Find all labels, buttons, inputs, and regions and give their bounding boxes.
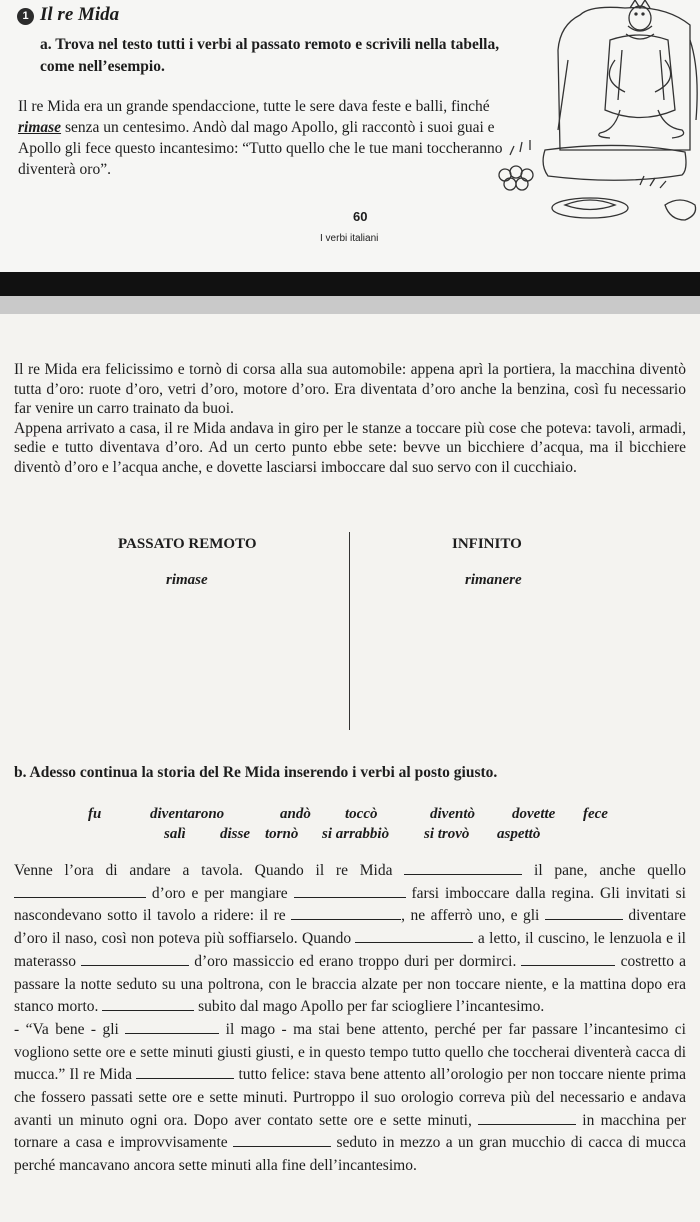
cloze-text: il pane, anche quello — [522, 862, 686, 879]
cloze-exercise — [14, 860, 686, 1178]
verb-option: diventò — [430, 806, 475, 822]
verb-option: fu — [88, 806, 102, 822]
cloze-text: il mago - ma stai bene attento, perché per far passare l’incantesimo ci vogliono sette ore e sette minuti giusti giusti, e in questo tempo tutto quello che toccherai diventerà cacca di mucca.” Il re Mida — [14, 1020, 686, 1084]
worksheet-page — [0, 314, 700, 1222]
answer-blank-3[interactable] — [294, 884, 406, 898]
verb-option: andò — [280, 806, 311, 822]
cloze-text: diventare d’oro il naso, così non poteva più soffiarselo. Quando — [14, 907, 686, 948]
verb-option: tornò — [265, 826, 299, 842]
cloze-paragraph-2 — [14, 1019, 686, 1178]
answer-blank-4[interactable] — [291, 906, 401, 920]
verb-option: salì — [164, 826, 186, 842]
cloze-text: tutto felice: stava bene attento all’orologio per non toccare niente prima che fossero passati sette ore e sette minuti. Purtroppo il suo orologio correva più del necessario e andava avanti un minuto ogni ora. Dopo aver contato sette ore e sette minuti, — [14, 1066, 686, 1129]
verb-option: diventarono — [150, 806, 225, 822]
verb-option: disse — [220, 826, 250, 842]
answer-blank-11[interactable] — [136, 1065, 234, 1079]
exercise-title: Il re Mida — [40, 4, 120, 25]
cloze-text: in macchina per tornare a casa e improvvisamente — [14, 1111, 686, 1152]
table-header-passato-remoto: PASSATO REMOTO — [118, 536, 257, 552]
verb-option: si arrabbiò — [322, 826, 390, 842]
table-example-past: rimase — [166, 572, 208, 588]
story-intro-text-1: Il re Mida era un grande spendaccione, tutte le sere dava feste e balli, finché — [18, 98, 490, 115]
verb-option: toccò — [345, 806, 378, 822]
answer-blank-5[interactable] — [545, 906, 623, 920]
cloze-text: d’oro e per mangiare — [146, 884, 294, 902]
answer-blank-10[interactable] — [125, 1020, 219, 1034]
instruction-a: a. Trova nel testo tutti i verbi al passato remoto e scrivili nella tabella, come nell’esempio. — [40, 36, 500, 75]
story-intro — [18, 96, 508, 180]
previous-page — [0, 0, 700, 272]
cloze-text: a letto, il cuscino, le lenzuola e il materasso — [14, 930, 686, 970]
verb-option: si trovò — [424, 826, 470, 842]
exercise-number-badge: 1 — [17, 8, 34, 25]
answer-blank-7[interactable] — [81, 952, 189, 966]
answer-blank-2[interactable] — [14, 884, 146, 898]
cloze-text: subito dal mago Apollo per far sciogliere l’incantesimo. — [194, 998, 545, 1016]
answer-blank-13[interactable] — [233, 1133, 331, 1147]
scan-separator-black — [0, 272, 700, 296]
cloze-text: Venne l’ora di andare a tavola. Quando il re Mida — [14, 862, 405, 879]
verb-option: dovette — [512, 806, 556, 822]
cloze-paragraph-1 — [14, 860, 686, 1019]
table-header-infinito: INFINITO — [452, 536, 522, 552]
verb-option: fece — [583, 806, 608, 822]
cloze-text: farsi imboccare dalla regina. Gli invitati si nascondevano sotto il tavolo a ridere: il re — [14, 884, 686, 925]
cloze-text: , ne afferrò uno, e gli — [401, 907, 545, 925]
story-continuation — [14, 360, 686, 478]
cloze-text: d’oro massiccio ed erano troppo duri per dormirci. — [189, 952, 522, 970]
story-intro-text-2: senza un centesimo. Andò dal mago Apollo, gli raccontò i suoi guai e Apollo gli fece questo incantesimo: “Tutto quello che le tue mani toccheranno diventerà oro”. — [18, 119, 503, 178]
table-divider — [349, 532, 350, 730]
cloze-text: - “Va bene - gli — [14, 1020, 126, 1038]
answer-blank-1[interactable] — [404, 861, 522, 875]
story-paragraph-2: Appena arrivato a casa, il re Mida andava in giro per le stanze a toccare più cose che poteva: tavoli, armadi, sedie e tutto diventava d’oro. Ad un certo punto ebbe sete: bevve un bicchiere d’acqua, ma il bicchiere diventò d’oro e l’acqua anche, e dovette lasciarsi imboccare dal suo servo con il cucchiaio. — [14, 419, 686, 476]
answer-blank-8[interactable] — [521, 952, 615, 966]
cloze-text: seduto in mezzo a un gran mucchio di cacca di mucca perché mancavano ancora sette minuti alla fine dell’incantesimo. — [14, 1134, 686, 1175]
page-footer: I verbi italiani — [320, 233, 379, 244]
page-number: 60 — [353, 209, 368, 224]
scan-separator-grey — [0, 296, 700, 314]
cloze-text: costretto a passare la notte seduto su una poltrona, con le braccia alzate per non toccare niente, e la mattina dopo era stanco morto. — [14, 952, 686, 1016]
answer-blank-12[interactable] — [478, 1111, 576, 1125]
instruction-b: b. Adesso continua la storia del Re Mida inserendo i verbi al posto giusto. — [14, 764, 498, 781]
example-underlined-verb: rimase — [18, 119, 62, 136]
verb-option: aspettò — [497, 826, 541, 842]
king-midas-illustration — [450, 0, 700, 240]
table-example-infinitive: rimanere — [465, 572, 522, 588]
answer-blank-6[interactable] — [355, 929, 473, 943]
story-paragraph-1: Il re Mida era felicissimo e tornò di corsa alla sua automobile: appena aprì la portiera, la macchina diventò tutta d’oro: ruote d’oro, vetri d’oro, motore d’oro. Era diventata d’oro anche la benzina, così fu necessario far venire un carro trainato da buoi. — [14, 361, 686, 418]
answer-blank-9[interactable] — [102, 997, 194, 1011]
